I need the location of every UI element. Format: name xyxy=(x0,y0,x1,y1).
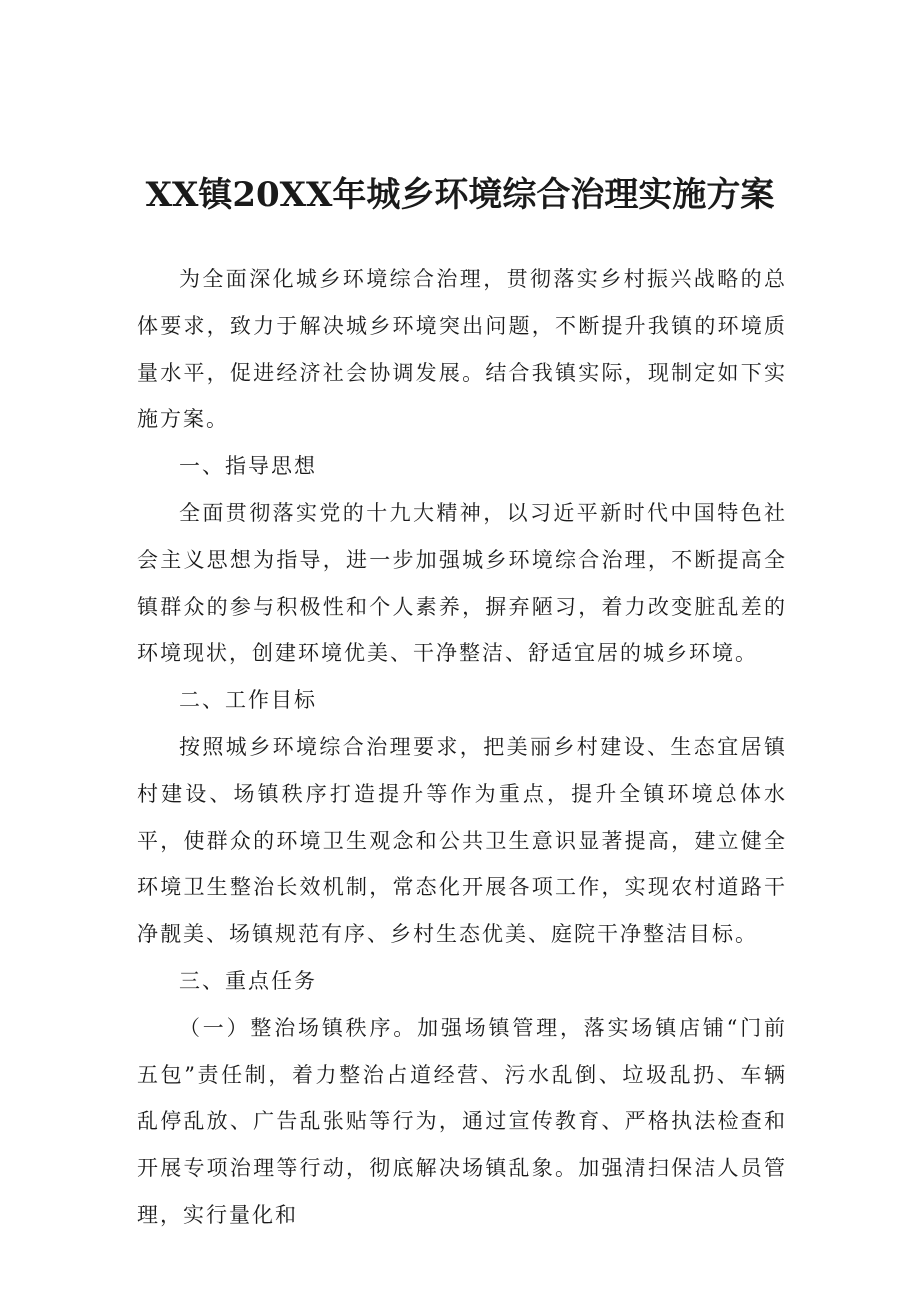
document-title: XX镇20XX年城乡环境综合治理实施方案 xyxy=(145,175,775,215)
section-heading-key-tasks: 三、重点任务 xyxy=(179,968,317,993)
intro-paragraph: 为全面深化城乡环境综合治理，贯彻落实乡村振兴战略的总体要求，致力于解决城乡环境突出问题，不断提升我镇的环境质量水平，促进经济社会协调发展。结合我镇实际，现制定如下实施方案。 xyxy=(137,267,787,432)
section-heading-work-goals: 二、工作目标 xyxy=(179,688,317,713)
section-heading-guiding-ideology: 一、指导思想 xyxy=(179,454,317,479)
section-paragraph-key-tasks: （一）整治场镇秩序。加强场镇管理，落实场镇店铺“门前五包”责任制，着力整治占道经营、污水乱倒、垃圾乱扔、车辆乱停乱放、广告乱张贴等行为，通过宣传教育、严格执法检查和开展专项治理等行动，彻底解决场镇乱象。加强清扫保洁人员管理，实行量化和 xyxy=(137,1015,787,1227)
document-body xyxy=(137,256,787,1239)
section-paragraph-guiding-ideology: 全面贯彻落实党的十九大精神，以习近平新时代中国特色社会主义思想为指导，进一步加强城乡环境综合治理，不断提高全镇群众的参与积极性和个人素养，摒弃陋习，着力改变脏乱差的环境现状，创建环境优美、干净整洁、舒适宜居的城乡环境。 xyxy=(137,500,787,666)
section-paragraph-work-goals: 按照城乡环境综合治理要求，把美丽乡村建设、生态宜居镇村建设、场镇秩序打造提升等作为重点，提升全镇环境总体水平，使群众的环境卫生观念和公共卫生意识显著提高，建立健全环境卫生整治长效机制，常态化开展各项工作，实现农村道路干净靓美、场镇规范有序、乡村生态优美、庭院干净整洁目标。 xyxy=(137,734,787,947)
